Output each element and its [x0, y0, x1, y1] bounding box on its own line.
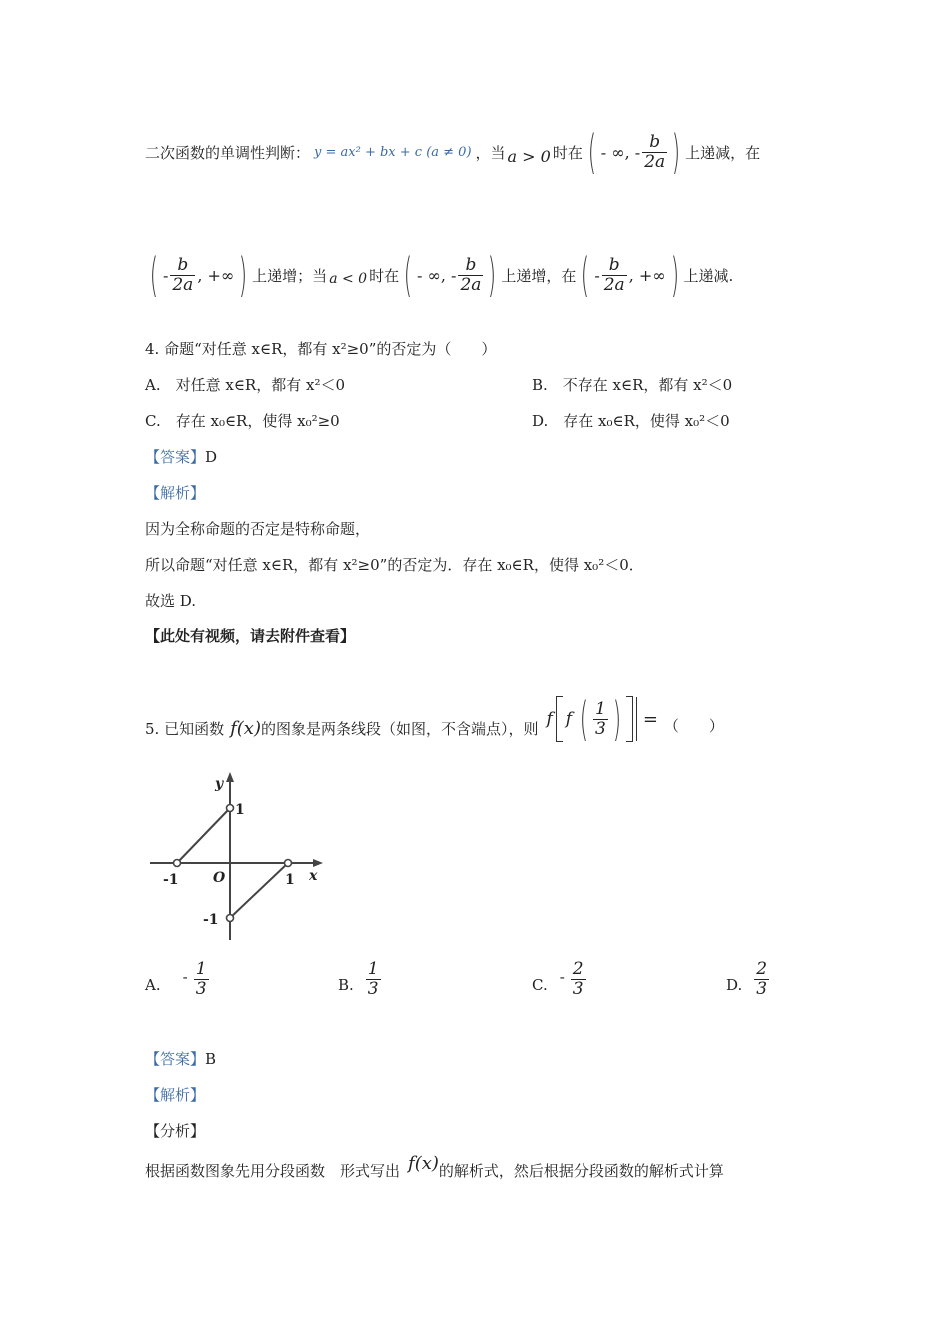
open-endpoint-0-1: [227, 805, 234, 812]
open-endpoint-neg1-0: [174, 860, 181, 867]
x-axis-label: x: [309, 868, 318, 884]
q5-option-d: D. $\frac{2}{3}$: [726, 959, 768, 999]
origin-label: O: [213, 870, 226, 886]
line2-t1: 上递增；当: [252, 266, 328, 285]
line1-prefix: 二次函数的单调性判断：: [145, 143, 311, 162]
q4-option-c: C. 存在 x₀∈R，使得 x₀²≥0: [145, 412, 340, 430]
line2-t3: 上递增，在: [501, 266, 577, 285]
q5-x-arg: (x): [236, 717, 261, 739]
answer-tag: 【答案】: [145, 1050, 206, 1068]
q4-analysis-line3: 故选 D.: [145, 592, 197, 610]
line-quadratic-monotonic: [145, 125, 761, 179]
q4-answer: [145, 446, 217, 467]
answer-value: B: [205, 1050, 217, 1068]
tick-label-1-y: 1: [235, 802, 245, 818]
q4-analysis-line1: 因为全称命题的否定是特称命题，: [145, 520, 371, 538]
q5-analysis-tag: 【解析】: [145, 1086, 206, 1104]
line1-mid2: 时在: [552, 143, 583, 162]
q4-stem: 4. 命题“对任意 x∈R，都有 x²≥0”的否定为（ ）: [145, 340, 497, 358]
line1-suffix: 上递减，在: [685, 143, 761, 162]
condition-a-negative: a < 0: [329, 271, 368, 287]
fraction-one-third: $\frac{1}{3}$: [595, 698, 606, 739]
y-axis-label: y: [215, 776, 224, 792]
open-endpoint-1-0: [285, 860, 292, 867]
q5-analysis-text: 根据函数图象先用分段函数 形式写出 f (x) 的解析式，然后根据分段函数的解析式计算: [145, 1152, 724, 1180]
q4-video-note: 【此处有视频，请去附件查看】: [145, 627, 356, 645]
segment-lower: [230, 863, 288, 918]
answer-value: D: [205, 448, 218, 466]
answer-tag: 【答案】: [145, 448, 206, 466]
x-axis-arrow: [313, 859, 323, 867]
interval-neg-inf-to-vertex-2: ( - ∞, - $\frac{b}{2a}$ ): [404, 248, 497, 302]
interval-left: - ∞, -: [600, 142, 641, 162]
line-monotonic-continued: [145, 250, 733, 300]
q5-answer: [145, 1048, 216, 1069]
q5-f-symbol: f: [230, 717, 237, 739]
q5-option-b: B. $\frac{1}{3}$: [338, 959, 379, 999]
y-axis-arrow: [226, 772, 234, 782]
q5-function-graph: [145, 768, 335, 948]
line2-t2: 时在: [369, 266, 400, 285]
q4-option-d: D. 存在 x₀∈R，使得 x₀²＜0: [532, 412, 730, 430]
q5-stem-a: 5. 已知函数: [145, 719, 225, 738]
q5-stem: [145, 692, 724, 756]
line2-t4: 上递减.: [683, 266, 734, 285]
interval-neg-inf-to-vertex: ( - ∞, - $\frac{b}{2a}$ ): [587, 125, 681, 179]
open-endpoint-0-neg1: [227, 915, 234, 922]
segment-upper: [177, 808, 230, 863]
tick-label-neg1-x: -1: [163, 872, 179, 888]
tick-label-neg1-y: -1: [203, 912, 219, 928]
quadratic-formula: y = ax² + bx + c (a ≠ 0): [314, 144, 472, 160]
q5-fenxi-tag: 【分析】: [145, 1122, 206, 1140]
fraction-b-over-2a: $\frac{b}{2a}$: [644, 131, 666, 172]
q5-option-c: C. - $\frac{2}{3}$: [532, 959, 584, 999]
condition-a-positive: a > 0: [507, 146, 551, 166]
q4-option-b: B. 不存在 x∈R，都有 x²＜0: [532, 376, 733, 394]
line1-mid1: ，当: [475, 143, 506, 162]
q4-analysis-tag: 【解析】: [145, 484, 206, 502]
q5-expression: f f ( $\frac{1}{3}$ ) =: [546, 692, 658, 746]
q5-option-a: A. - $\frac{1}{3}$: [145, 959, 207, 999]
q4-analysis-line2: 所以命题“对任意 x∈R，都有 x²≥0”的否定为．存在 x₀∈R，使得 x₀²＜0．: [145, 556, 644, 574]
q4-option-a: A. 对任意 x∈R，都有 x²＜0: [145, 376, 346, 394]
tick-label-1-x: 1: [285, 872, 295, 888]
q5-stem-b: 的图象是两条线段（如图，不含端点），则: [260, 719, 539, 738]
interval-vertex-to-inf-2: ( - $\frac{b}{2a}$ , +∞ ): [581, 248, 679, 302]
q5-blank: （ ）: [663, 716, 724, 735]
interval-vertex-to-inf-1: ( - $\frac{b}{2a}$ , +∞ ): [149, 248, 248, 302]
